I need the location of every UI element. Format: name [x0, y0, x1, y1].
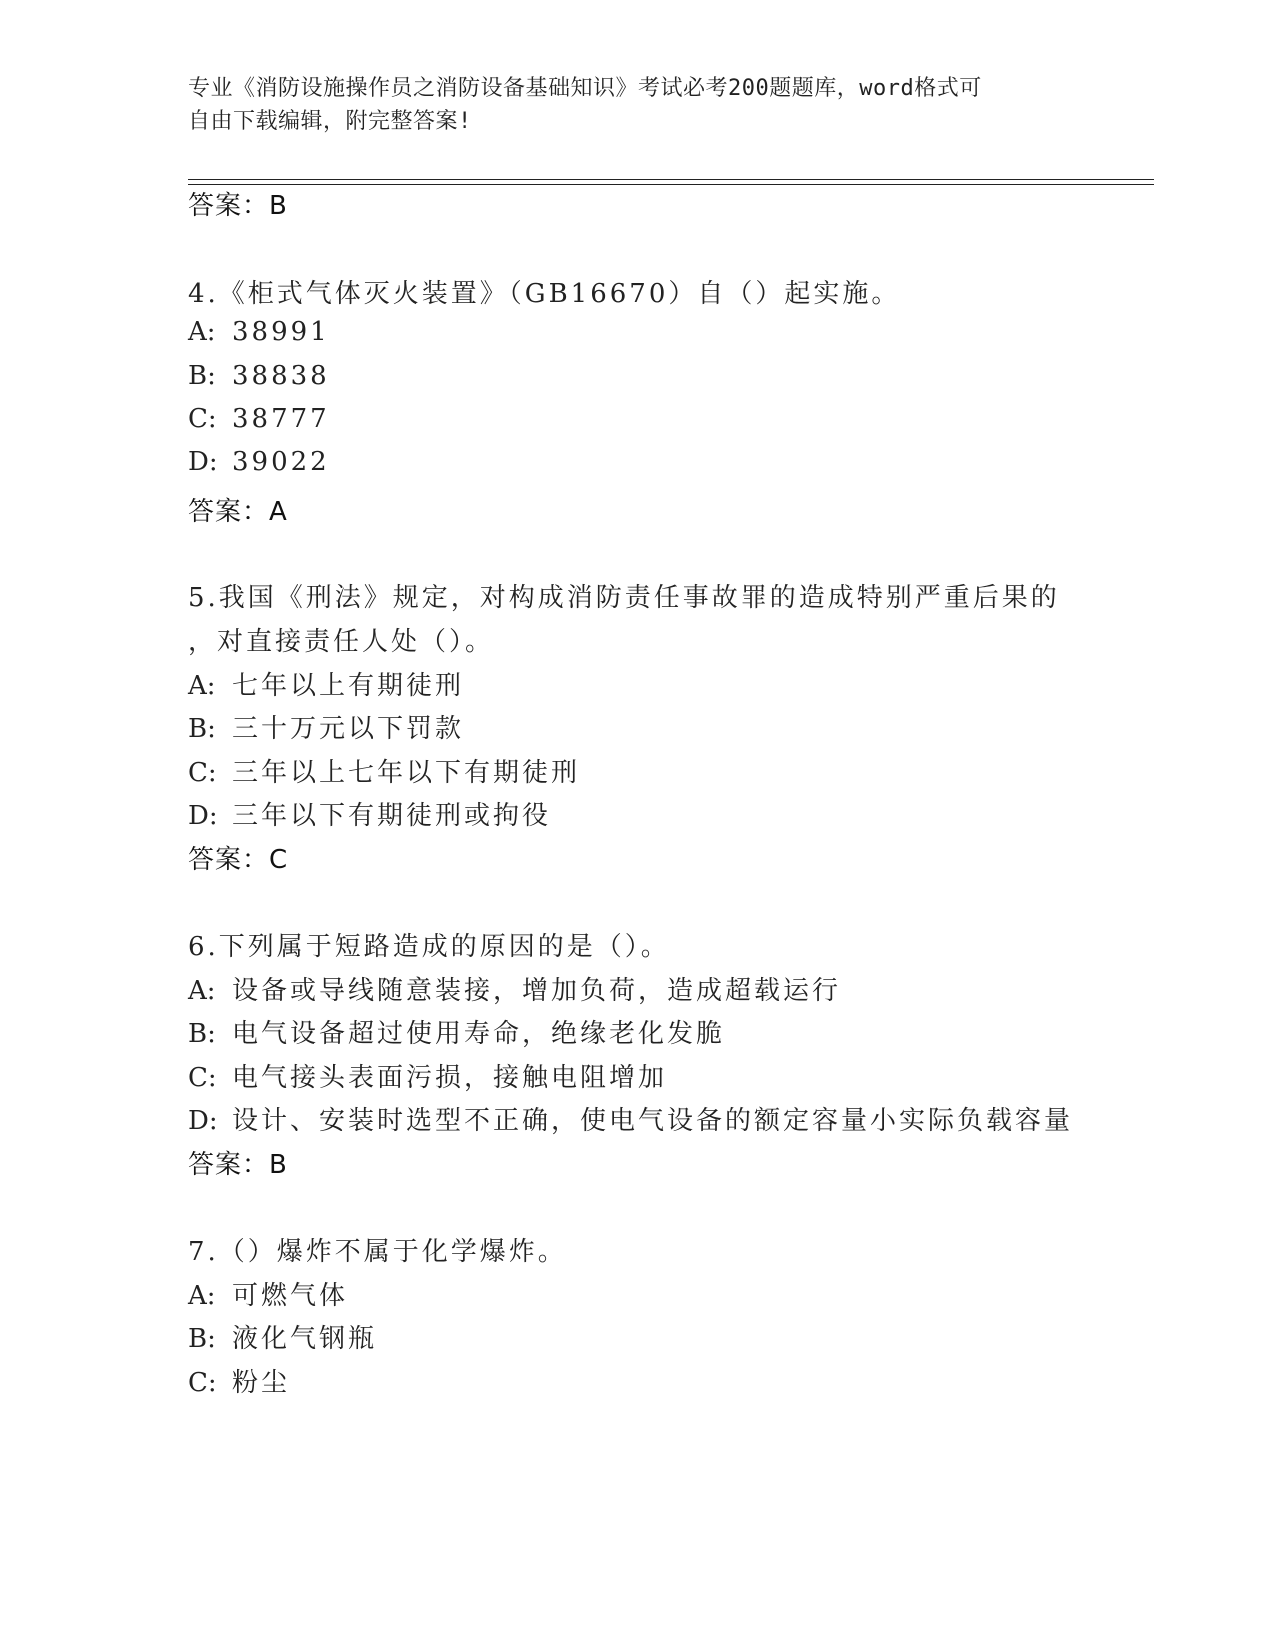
option-letter: B: [188, 714, 216, 744]
answer-q6: 答案：B [188, 1150, 288, 1180]
q7-option-a [188, 1275, 348, 1312]
option-text: 可燃气体 [232, 1281, 349, 1311]
answer-q5: 答案：C [188, 845, 289, 875]
option-letter: D: [188, 801, 218, 831]
option-letter: C: [188, 758, 217, 788]
question-7: 7.（）爆炸不属于化学爆炸。 [188, 1237, 567, 1267]
header-line-2: 自由下载编辑，附完整答案! [188, 109, 472, 134]
q4-option-c [188, 404, 330, 434]
option-letter: D: [188, 1106, 218, 1136]
option-text: 三年以上七年以下有期徒刑 [232, 758, 581, 788]
option-letter: B: [188, 1324, 216, 1354]
option-text: 设计、安装时选型不正确，使电气设备的额定容量小实际负载容量 [232, 1106, 1074, 1136]
q7-option-c [188, 1362, 290, 1399]
header-divider-bottom [188, 184, 1154, 185]
question-4: 4.《柜式气体灭火装置》（GB16670）自（）起实施。 [188, 279, 901, 309]
document-header [188, 72, 1068, 138]
q4-option-a [188, 317, 330, 347]
q6-option-c [188, 1057, 667, 1094]
option-text: 设备或导线随意装接，增加负荷，造成超载运行 [232, 976, 842, 1006]
option-text: 液化气钢瓶 [232, 1324, 378, 1354]
q5-option-b [188, 708, 464, 745]
option-letter: C: [188, 404, 217, 434]
option-letter: B: [188, 1019, 216, 1049]
header-line-1: 专业《消防设施操作员之消防设备基础知识》考试必考200题题库，word格式可 [188, 76, 982, 101]
option-letter: A: [188, 317, 216, 347]
option-text: 38777 [232, 404, 330, 434]
option-text: 七年以上有期徒刑 [232, 671, 465, 701]
q5-option-d [188, 795, 551, 832]
option-text: 38838 [232, 361, 330, 391]
q7-option-b [188, 1318, 377, 1355]
q6-option-b [188, 1013, 725, 1050]
option-text: 电气设备超过使用寿命，绝缘老化发脆 [232, 1019, 726, 1049]
option-text: 39022 [232, 447, 330, 477]
answer-q3: 答案：B [188, 191, 288, 221]
option-letter: A: [188, 976, 216, 1006]
option-letter: B: [188, 361, 216, 391]
q6-option-d [188, 1100, 1073, 1137]
question-6: 6.下列属于短路造成的原因的是（）。 [188, 932, 670, 962]
q4-option-d [188, 447, 330, 477]
q6-option-a [188, 970, 841, 1007]
question-5: 5.我国《刑法》规定，对构成消防责任事故罪的造成特别严重后果的 [188, 583, 1060, 613]
option-text: 电气接头表面污损，接触电阻增加 [232, 1063, 668, 1093]
q5-option-c [188, 752, 580, 789]
option-letter: C: [188, 1368, 217, 1398]
q4-option-b [188, 361, 330, 391]
option-text: 三十万元以下罚款 [232, 714, 465, 744]
header-divider-top [188, 179, 1154, 180]
option-text: 粉尘 [232, 1368, 291, 1398]
q5-option-a [188, 665, 464, 702]
option-letter: D: [188, 447, 218, 477]
option-text: 38991 [232, 317, 330, 347]
option-letter: A: [188, 671, 216, 701]
option-letter: A: [188, 1281, 216, 1311]
answer-q4: 答案：A [188, 497, 288, 527]
question-5-continued: ，对直接责任人处（）。 [188, 627, 495, 657]
option-text: 三年以下有期徒刑或拘役 [232, 801, 552, 831]
option-letter: C: [188, 1063, 217, 1093]
